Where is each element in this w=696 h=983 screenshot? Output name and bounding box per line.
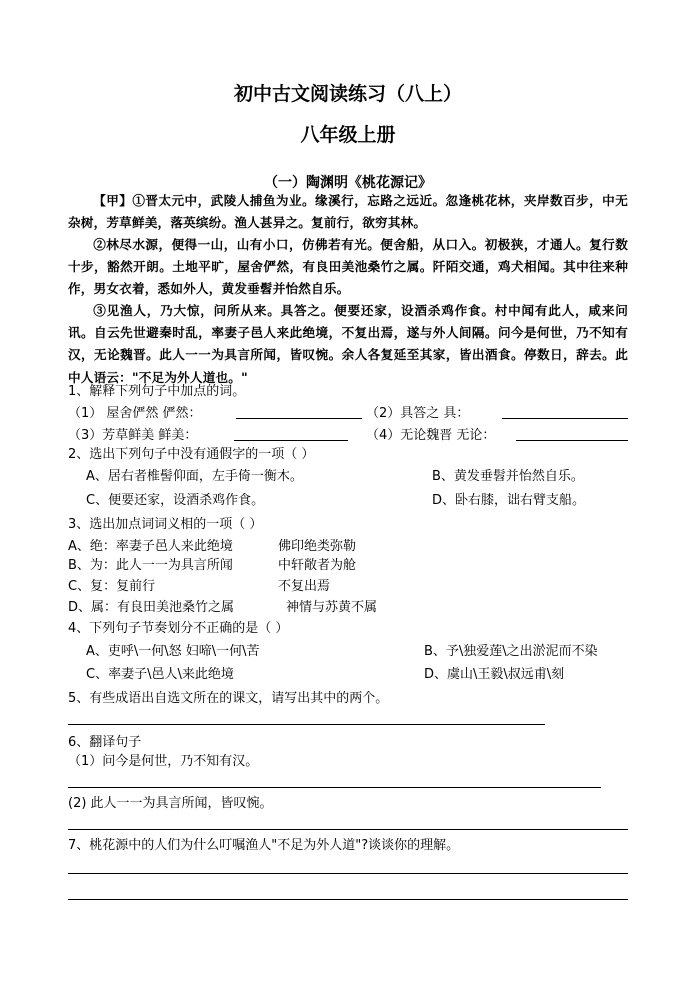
answer-blank-1-4[interactable] (516, 440, 628, 441)
question-1-stem: 1、解释下列句子中加点的词。 (68, 384, 246, 399)
passage-paragraph-3: ③见渔人，乃大惊，问所从来。具答之。便要还家，设酒杀鸡作食。村中闻有此人，咸来问讯。自云先世避秦时乱，率妻子邑人来此绝境，不复出焉，遂与外人间隔。问今是何世，乃不知有汉，无论魏晋。此人一一为具言所闻，皆叹惋。余人各复延至其家，皆出酒食。停数日，辞去。此中人语云："不足为外人道也。" (68, 303, 628, 385)
question-7-stem: 7、桃花源中的人们为什么叮嘱渔人"不足为外人道"?谈谈你的理解。 (68, 838, 460, 853)
question-3-option-d-left: D、属：有良田美池桑竹之属 (68, 600, 235, 615)
answer-line-7-1[interactable] (68, 873, 628, 874)
question-3-option-a-left: A、绝：率妻子邑人来此绝境 (68, 539, 233, 554)
question-3-option-d-right: 神情与苏黄不属 (286, 600, 378, 615)
question-3-option-a-right: 佛印绝类弥勒 (278, 539, 357, 554)
answer-line-7-2[interactable] (68, 899, 628, 900)
question-4-option-b: B、予\独爱莲\之出淤泥而不染 (424, 644, 598, 659)
question-2-option-c: C、便要还家，设酒杀鸡作食。 (86, 493, 265, 508)
question-1-item-1: （1） 屋舍俨然 俨然： (68, 406, 202, 421)
question-1-item-2: （2）具答之 具： (366, 406, 470, 421)
answer-line-5[interactable] (68, 724, 545, 725)
passage-paragraph-1: 【甲】①晋太元中，武陵人捕鱼为业。缘溪行，忘路之远近。忽逢桃花林，夹岸数百步，中无杂树，芳草鲜美，落英缤纷。渔人甚异之。复前行，欲穷其林。 (68, 193, 628, 231)
page-subtitle: 八年级上册 (300, 124, 396, 146)
question-1-item-4: （4）无论魏晋 无论： (366, 428, 496, 443)
answer-blank-1-2[interactable] (502, 418, 628, 419)
question-3-stem: 3、选出加点词词义相的一项（ ） (68, 517, 263, 532)
question-6-stem: 6、翻译句子 (68, 735, 142, 750)
question-4-option-d: D、虞山\王毅\叔远甫\刻 (424, 667, 565, 682)
question-3-option-b-left: B、为：此人一一为具言所闻 (68, 558, 233, 573)
answer-blank-1-3[interactable] (234, 440, 348, 441)
question-5-stem: 5、有些成语出自选文所在的课文，请写出其中的两个。 (68, 691, 389, 706)
section-heading: （一）陶渊明《桃花源记》 (264, 175, 432, 191)
question-2-option-a: A、居右者椎髻仰面，左手倚一衡木。 (86, 469, 303, 484)
question-1-item-3: （3）芳草鲜美 鲜美： (68, 428, 198, 443)
answer-line-6-1[interactable] (68, 787, 601, 788)
question-4-stem: 4、下列句子节奏划分不正确的是（ ） (68, 621, 289, 636)
answer-line-6-2[interactable] (68, 829, 628, 830)
page-title: 初中古文阅读练习（八上） (233, 83, 462, 105)
question-3-option-b-right: 中轩敞者为舱 (278, 558, 357, 573)
question-4-option-c: C、率妻子\邑人\来此绝境 (86, 667, 234, 682)
answer-blank-1-1[interactable] (236, 418, 362, 419)
passage-paragraph-2: ②林尽水源，便得一山，山有小口，仿佛若有光。便舍船，从口入。初极狭，才通人。复行数十步，豁然开朗。土地平旷，屋舍俨然，有良田美池桑竹之属。阡陌交通，鸡犬相闻。其中往来种作，男女衣着，悉如外人，黄发垂髫并怡然自乐。 (68, 237, 628, 297)
question-2-option-b: B、黄发垂髫并怡然自乐。 (432, 469, 584, 484)
question-2-option-d: D、卧右膝，诎右臂支船。 (432, 493, 586, 508)
question-2-stem: 2、选出下列句子中没有通假字的一项（ ） (68, 447, 315, 462)
question-3-option-c-left: C、复：复前行 (68, 579, 156, 594)
question-3-option-c-right: 不复出焉 (278, 579, 331, 594)
question-4-option-a: A、吏呼\一何\怒 妇啼\一何\苦 (86, 644, 260, 659)
question-6-sentence-2: (2) 此人一一为具言所闻，皆叹惋。 (68, 796, 273, 811)
question-6-sentence-1: （1）问今是何世，乃不知有汉。 (68, 754, 259, 769)
